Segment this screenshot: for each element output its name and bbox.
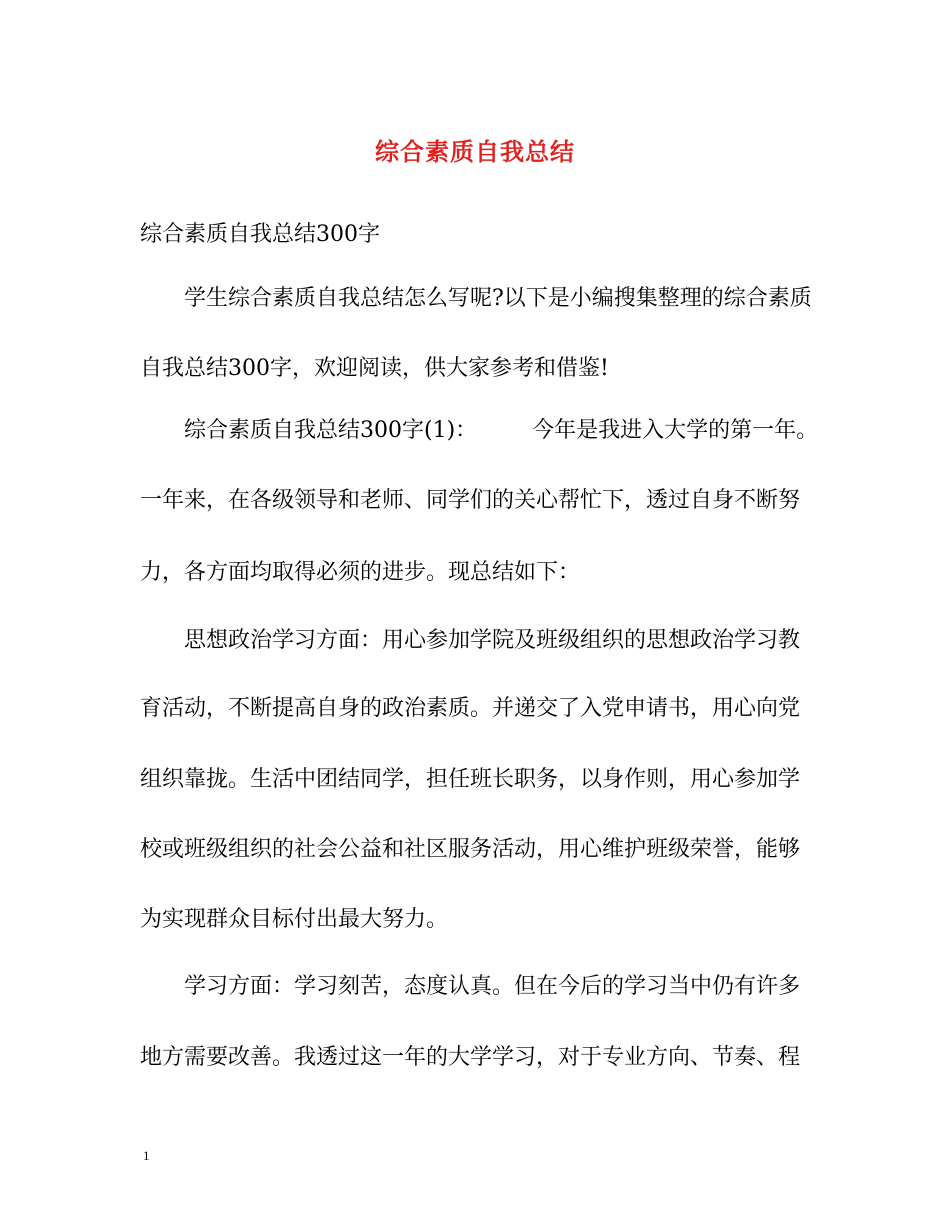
paragraph-line: 一年来，在各级领导和老师、同学们的关心帮忙下，透过自身不断努 xyxy=(140,488,801,513)
paragraph-line: 自我总结300字，欢迎阅读，供大家参考和借鉴! xyxy=(140,356,609,381)
paragraph-line: 综合素质自我总结300字(1)： 今年是我进入大学的第一年。 xyxy=(140,418,819,443)
paragraph-line: 为实现群众目标付出最大努力。 xyxy=(140,907,449,932)
paragraph-line: 组织靠拢。生活中团结同学，担任班长职务，以身作则，用心参加学 xyxy=(140,767,801,792)
document-title: 综合素质自我总结 xyxy=(375,137,575,166)
paragraph-line: 校或班级组织的社会公益和社区服务活动，用心维护班级荣誉，能够 xyxy=(140,837,801,862)
paragraph-line: 思想政治学习方面：用心参加学院及班级组织的思想政治学习教 xyxy=(140,628,801,653)
document-subtitle: 综合素质自我总结300字 xyxy=(140,222,380,247)
page-number: 1 xyxy=(143,1148,150,1163)
paragraph-line: 地方需要改善。我透过这一年的大学学习，对于专业方向、节奏、程 xyxy=(140,1045,801,1070)
paragraph-line: 育活动，不断提高自身的政治素质。并递交了入党申请书，用心向党 xyxy=(140,696,801,721)
paragraph-line: 力，各方面均取得必须的进步。现总结如下： xyxy=(140,560,581,585)
paragraph-line: 学生综合素质自我总结怎么写呢?以下是小编搜集整理的综合素质 xyxy=(140,286,812,311)
paragraph-line: 学习方面：学习刻苦，态度认真。但在今后的学习当中仍有许多 xyxy=(140,974,801,999)
